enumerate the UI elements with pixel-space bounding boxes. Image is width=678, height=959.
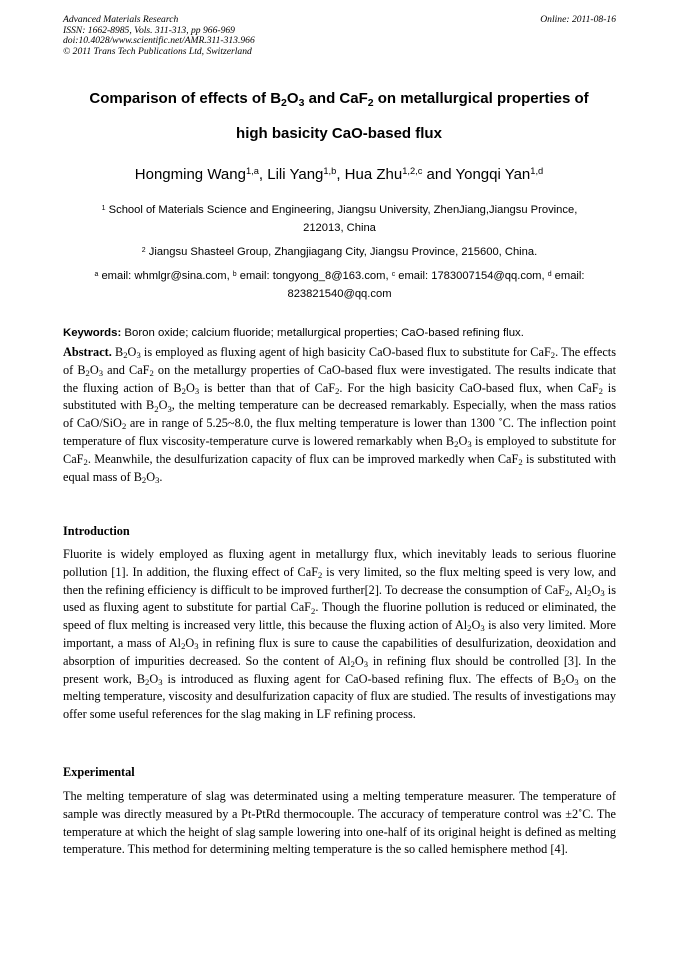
author-name: Lili Yang: [267, 166, 324, 183]
introduction-paragraph: Fluorite is widely employed as fluxing agent in metallurgy flux, which inevitably leads to serious fluorine pollution [1]. In addition, the fluxing effect of CaF$_2$ is very limited, so the flux melting speed is very low, and then the refining efficiency is difficult to be improved further[2]. To decrease the consumption of CaF$_2$, $Al_2O_3$ is used as fluxing agent to substitute for partial CaF$_2$. Though the fluorine pollution is reduced or eliminated, the speed of flux melting is increased very little, this because the fluxing action of $Al_2O_3$ is also very limited. More important, a mass of $Al_2O_3$ in refining flux is sure to cause the capabilities of desulfurization, deoxidation and absorption of impurities decreased. So the content of $Al_2O_3$ in refining flux should be controlled [3]. In the present work, $B_2O_3$ is introduced as fluxing agent for CaO-based refining flux. The effects of $B_2O_3$ on the melting temperature, viscosity and desulfurization capacity of flux are studied. The results of investigations may offer some useful references for the slag making in LF refining process.: [63, 547, 617, 722]
experimental-paragraph: The melting temperature of slag was determinated using a melting temperature measurer. The temperature of sample was directly measured by a Pt-PtRd thermocouple. The accuracy of temperature control was ±2˚C. The temperature at which the height of slag sample lowering into one-half of its original height is defined as melting temperature. This method for determining melting temperature is the so called hemisphere method [4].: [63, 789, 616, 857]
author-list: Hongming Wang$^{1,a}$, Lili Yang$^{1,b}$, Hua Zhu$^{1,2,c}$ and Yongqi Yan$^{1,d}$: [134, 166, 544, 183]
author-name: Yongqi Yan: [455, 166, 531, 183]
affiliation-2: $^2$ Jiangsu Shasteel Group, Zhangjiagang City, Jiangsu Province, 215600, China.: [141, 246, 538, 258]
author-emails: $^a$ email: whmlgr@sina.com, $^b$ email: tongyong_8@163.com, $^c$ email: 1783007154@qq.com, $^d$ email: 823821540@qq.com: [94, 270, 585, 300]
online-date: Online: 2011-08-16: [540, 14, 616, 25]
section-heading-experimental: Experimental: [63, 765, 135, 779]
doi-line: doi:10.4028/www.scientific.net/AMR.311-313.966: [63, 35, 255, 47]
paper-title-line1: Comparison of effects of $B_2O_3$ and CaF$_2$ on metallurgical properties of: [89, 90, 589, 109]
abstract-label: Abstract.: [63, 345, 112, 359]
section-heading-introduction: Introduction: [63, 524, 130, 538]
paper-title-line2: high basicity CaO-based flux: [236, 125, 442, 142]
keywords: Keywords: Boron oxide; calcium fluoride; metallurgical properties; CaO-based refining flux.: [63, 327, 524, 339]
author-name: Hua Zhu: [344, 166, 403, 183]
issn-line: ISSN: 1662-8985, Vols. 311-313, pp 966-969: [63, 24, 235, 36]
copyright-line: © 2011 Trans Tech Publications Ltd, Switzerland: [63, 45, 252, 57]
affiliation-1: $^1$ School of Materials Science and Engineering, Jiangsu University, ZhenJiang,Jiangsu Province, 212013, China: [101, 204, 578, 234]
author-name: Hongming Wang: [134, 166, 246, 183]
journal-meta: [63, 15, 616, 57]
journal-name: Advanced Materials Research: [63, 14, 179, 25]
abstract: Abstract. $B_2O_3$ is employed as fluxing agent of high basicity CaO-based flux to substitute for CaF$_2$. The effects of $B_2O_3$ and CaF$_2$ on the metallurgy properties of CaO-based flux were investigated. The results indicate that the fluxing action of $B_2O_3$ is better than that of CaF$_2$. For the high basicity CaO-based flux, when CaF$_2$ is substituted with $B_2O_3$, the melting temperature can be decreased remarkably. Especially, when the mass ratios of CaO/SiO$_2$ are in range of 5.25~8.0, the flux melting temperature is lower than 1300 ˚C. The inflection point temperature of flux viscosity-temperature curve is lowered remarkably when $B_2O_3$ is employed to substitute for CaF$_2$. Meanwhile, the desulfurization capacity of flux can be improved markedly when CaF$_2$ is substituted with equal mass of $B_2O_3$.: [63, 345, 617, 485]
